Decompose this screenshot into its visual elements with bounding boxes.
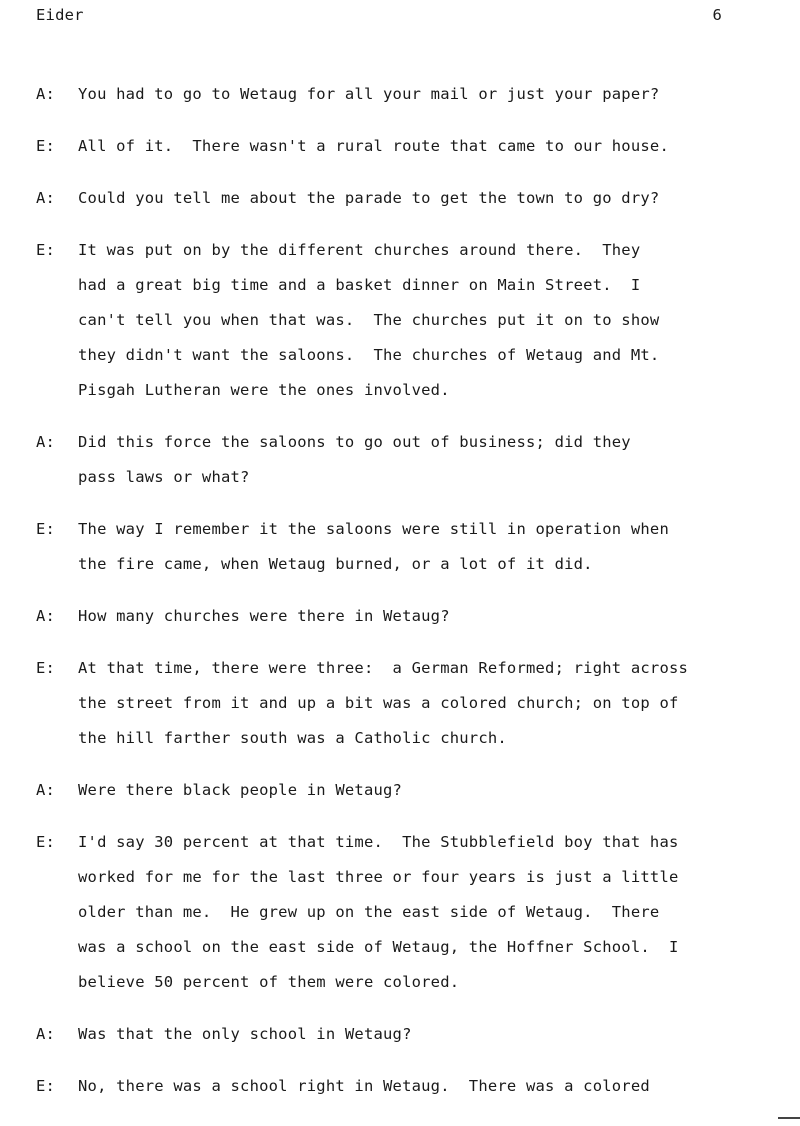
text-line: they didn't want the saloons. The churches of Wetaug and Mt. — [78, 346, 660, 364]
transcript-exchange — [36, 77, 756, 112]
speaker-label: A: — [36, 189, 56, 207]
text-line: can't tell you when that was. The churches put it on to show — [78, 311, 660, 329]
speaker-label: E: — [36, 1077, 56, 1095]
text-line: pass laws or what? — [78, 468, 250, 486]
text-line: The way I remember it the saloons were still in operation when — [78, 520, 669, 538]
exchange-text — [78, 512, 756, 582]
exchange-text — [78, 773, 756, 808]
text-line: Did this force the saloons to go out of business; did they — [78, 433, 631, 451]
transcript-exchange — [36, 825, 756, 1000]
text-line: was a school on the east side of Wetaug, the Hoffner School. I — [78, 938, 679, 956]
text-line: At that time, there were three: a German Reformed; right across — [78, 659, 689, 677]
speaker-label: E: — [36, 833, 56, 851]
text-line: All of it. There wasn't a rural route that came to our house. — [78, 137, 669, 155]
text-line: It was put on by the different churches around there. They — [78, 241, 641, 259]
transcript-exchange — [36, 181, 756, 216]
exchange-text — [78, 651, 756, 756]
exchange-text — [78, 233, 756, 408]
text-line: Were there black people in Wetaug? — [78, 781, 403, 799]
speaker-label: E: — [36, 520, 56, 538]
text-line: had a great big time and a basket dinner on Main Street. I — [78, 276, 641, 294]
text-line: I'd say 30 percent at that time. The Stubblefield boy that has — [78, 833, 679, 851]
speaker-label: E: — [36, 137, 56, 155]
text-line: the hill farther south was a Catholic church. — [78, 729, 507, 747]
text-line: believe 50 percent of them were colored. — [78, 973, 460, 991]
exchange-text — [78, 825, 756, 1000]
interviewee-name: Eider — [36, 6, 84, 24]
transcript-exchange — [36, 425, 756, 495]
transcript-exchange — [36, 599, 756, 634]
speaker-label: A: — [36, 607, 56, 625]
text-line: older than me. He grew up on the east side of Wetaug. There — [78, 903, 660, 921]
exchange-text — [78, 181, 756, 216]
speaker-label: E: — [36, 659, 56, 677]
page-header — [36, 6, 722, 24]
transcript-exchange — [36, 651, 756, 756]
exchange-text — [78, 77, 756, 112]
transcript-body — [36, 77, 756, 1121]
text-line: worked for me for the last three or four years is just a little — [78, 868, 679, 886]
transcript-exchange — [36, 512, 756, 582]
scan-edge-mark — [778, 1117, 800, 1119]
text-line: How many churches were there in Wetaug? — [78, 607, 450, 625]
text-line: Could you tell me about the parade to get the town to go dry? — [78, 189, 660, 207]
text-line: Pisgah Lutheran were the ones involved. — [78, 381, 450, 399]
text-line: the fire came, when Wetaug burned, or a lot of it did. — [78, 555, 593, 573]
transcript-exchange — [36, 1069, 756, 1104]
text-line: Was that the only school in Wetaug? — [78, 1025, 412, 1043]
transcript-exchange — [36, 233, 756, 408]
exchange-text — [78, 1069, 756, 1104]
speaker-label: E: — [36, 241, 56, 259]
speaker-label: A: — [36, 781, 56, 799]
exchange-text — [78, 425, 756, 495]
speaker-label: A: — [36, 1025, 56, 1043]
transcript-exchange — [36, 1017, 756, 1052]
text-line: No, there was a school right in Wetaug. There was a colored — [78, 1077, 650, 1095]
speaker-label: A: — [36, 85, 56, 103]
exchange-text — [78, 1017, 756, 1052]
page-number: 6 — [712, 6, 722, 24]
text-line: the street from it and up a bit was a colored church; on top of — [78, 694, 679, 712]
transcript-exchange — [36, 129, 756, 164]
exchange-text — [78, 599, 756, 634]
transcript-exchange — [36, 773, 756, 808]
exchange-text — [78, 129, 756, 164]
speaker-label: A: — [36, 433, 56, 451]
text-line: You had to go to Wetaug for all your mail or just your paper? — [78, 85, 660, 103]
